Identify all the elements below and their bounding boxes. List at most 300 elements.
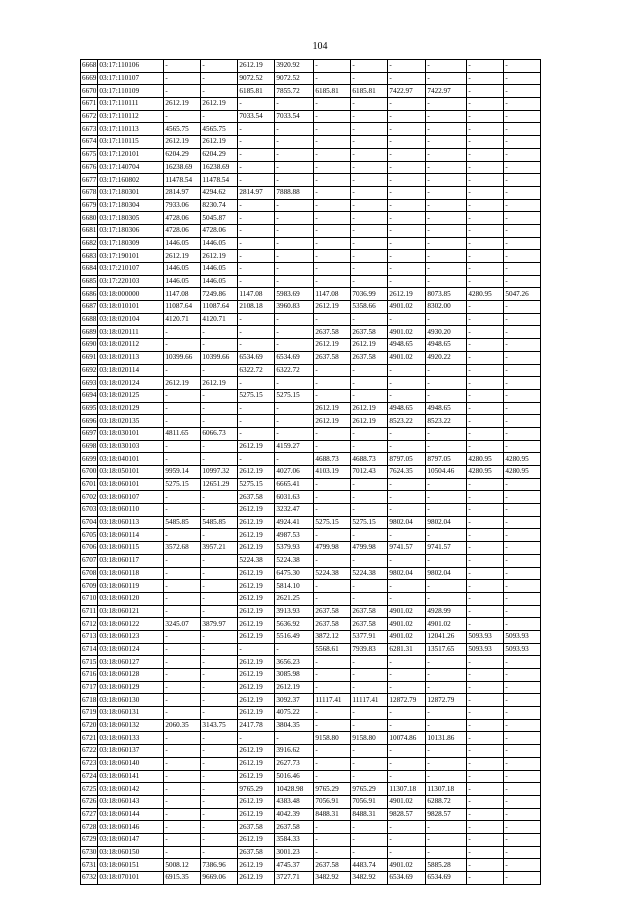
- value-cell: 9072.52: [238, 72, 275, 85]
- value-cell: -: [164, 757, 201, 770]
- value-cell: 5275.15: [238, 389, 275, 402]
- row-index-cell: 6681: [81, 224, 98, 237]
- value-cell: -: [201, 453, 238, 466]
- value-cell: -: [426, 504, 467, 517]
- value-cell: -: [164, 732, 201, 745]
- code-cell: 03:17:110106: [98, 60, 164, 73]
- value-cell: 6322.72: [238, 364, 275, 377]
- value-cell: -: [504, 808, 541, 821]
- value-cell: 12872.79: [426, 694, 467, 707]
- value-cell: -: [314, 161, 351, 174]
- value-cell: 3143.75: [201, 719, 238, 732]
- value-cell: -: [164, 580, 201, 593]
- value-cell: 11087.64: [201, 301, 238, 314]
- value-cell: -: [351, 846, 388, 859]
- value-cell: -: [426, 846, 467, 859]
- value-cell: -: [314, 554, 351, 567]
- value-cell: -: [504, 199, 541, 212]
- value-cell: -: [164, 694, 201, 707]
- value-cell: 9802.04: [388, 567, 426, 580]
- value-cell: 6185.81: [351, 85, 388, 98]
- value-cell: 3092.37: [275, 694, 314, 707]
- value-cell: 5516.49: [275, 630, 314, 643]
- value-cell: -: [504, 389, 541, 402]
- value-cell: -: [164, 453, 201, 466]
- row-index-cell: 6680: [81, 212, 98, 225]
- value-cell: -: [238, 250, 275, 263]
- value-cell: 9959.14: [164, 466, 201, 479]
- value-cell: -: [388, 656, 426, 669]
- value-cell: -: [351, 592, 388, 605]
- value-cell: 4901.02: [388, 605, 426, 618]
- value-cell: 5016.46: [275, 770, 314, 783]
- value-cell: 8523.22: [426, 415, 467, 428]
- value-cell: -: [314, 719, 351, 732]
- value-cell: -: [426, 491, 467, 504]
- row-index-cell: 6688: [81, 313, 98, 326]
- value-cell: -: [238, 237, 275, 250]
- code-cell: 03:17:110115: [98, 136, 164, 149]
- value-cell: -: [426, 110, 467, 123]
- value-cell: -: [238, 453, 275, 466]
- value-cell: 11307.18: [388, 783, 426, 796]
- row-index-cell: 6702: [81, 491, 98, 504]
- value-cell: -: [426, 745, 467, 758]
- value-cell: -: [426, 250, 467, 263]
- value-cell: -: [504, 694, 541, 707]
- value-cell: -: [426, 833, 467, 846]
- value-cell: -: [388, 313, 426, 326]
- row-index-cell: 6691: [81, 351, 98, 364]
- value-cell: -: [388, 745, 426, 758]
- row-index-cell: 6687: [81, 301, 98, 314]
- value-cell: -: [467, 757, 504, 770]
- table-row: [81, 605, 541, 618]
- value-cell: -: [504, 110, 541, 123]
- row-index-cell: 6683: [81, 250, 98, 263]
- value-cell: 1446.05: [164, 237, 201, 250]
- value-cell: 4948.65: [426, 402, 467, 415]
- value-cell: 4920.22: [426, 351, 467, 364]
- row-index-cell: 6678: [81, 186, 98, 199]
- value-cell: -: [467, 656, 504, 669]
- value-cell: -: [314, 148, 351, 161]
- value-cell: -: [351, 148, 388, 161]
- value-cell: -: [504, 427, 541, 440]
- value-cell: -: [201, 846, 238, 859]
- value-cell: 1446.05: [164, 275, 201, 288]
- value-cell: 4280.95: [467, 466, 504, 479]
- value-cell: -: [238, 427, 275, 440]
- value-cell: 4120.71: [164, 313, 201, 326]
- value-cell: 4280.95: [504, 466, 541, 479]
- value-cell: -: [504, 516, 541, 529]
- value-cell: -: [314, 364, 351, 377]
- row-index-cell: 6673: [81, 123, 98, 136]
- value-cell: -: [467, 237, 504, 250]
- table-row: [81, 161, 541, 174]
- value-cell: 11307.18: [426, 783, 467, 796]
- value-cell: 5814.10: [275, 580, 314, 593]
- code-cell: 03:18:060147: [98, 833, 164, 846]
- value-cell: -: [164, 808, 201, 821]
- value-cell: -: [314, 821, 351, 834]
- value-cell: -: [467, 821, 504, 834]
- value-cell: -: [351, 719, 388, 732]
- code-cell: 03:18:060119: [98, 580, 164, 593]
- value-cell: -: [426, 263, 467, 276]
- value-cell: -: [426, 186, 467, 199]
- table-row: [81, 466, 541, 479]
- value-cell: -: [388, 580, 426, 593]
- code-cell: 03:18:020125: [98, 389, 164, 402]
- value-cell: 6204.29: [164, 148, 201, 161]
- value-cell: 4075.22: [275, 707, 314, 720]
- value-cell: -: [388, 377, 426, 390]
- value-cell: -: [351, 833, 388, 846]
- value-cell: -: [388, 833, 426, 846]
- value-cell: 4027.06: [275, 466, 314, 479]
- value-cell: -: [504, 872, 541, 885]
- code-cell: 03:17:220103: [98, 275, 164, 288]
- table-row: [81, 174, 541, 187]
- value-cell: -: [238, 643, 275, 656]
- code-cell: 03:17:110111: [98, 98, 164, 111]
- value-cell: -: [164, 326, 201, 339]
- row-index-cell: 6696: [81, 415, 98, 428]
- value-cell: 2612.19: [238, 833, 275, 846]
- value-cell: -: [201, 402, 238, 415]
- value-cell: -: [351, 186, 388, 199]
- value-cell: 10428.98: [275, 783, 314, 796]
- value-cell: -: [388, 72, 426, 85]
- value-cell: 11117.41: [314, 694, 351, 707]
- value-cell: -: [314, 199, 351, 212]
- value-cell: -: [467, 72, 504, 85]
- value-cell: -: [467, 415, 504, 428]
- value-cell: 11087.64: [164, 301, 201, 314]
- value-cell: -: [504, 402, 541, 415]
- value-cell: -: [467, 186, 504, 199]
- value-cell: -: [388, 707, 426, 720]
- value-cell: -: [504, 707, 541, 720]
- value-cell: -: [164, 770, 201, 783]
- value-cell: -: [467, 98, 504, 111]
- row-index-cell: 6679: [81, 199, 98, 212]
- value-cell: -: [275, 402, 314, 415]
- page-number: 104: [312, 41, 328, 52]
- value-cell: -: [504, 681, 541, 694]
- table-row: [81, 402, 541, 415]
- table-row: [81, 237, 541, 250]
- row-index-cell: 6711: [81, 605, 98, 618]
- value-cell: 8488.31: [351, 808, 388, 821]
- code-cell: 03:18:060131: [98, 707, 164, 720]
- value-cell: 2612.19: [351, 402, 388, 415]
- value-cell: -: [388, 174, 426, 187]
- value-cell: 2612.19: [238, 694, 275, 707]
- value-cell: 7933.06: [164, 199, 201, 212]
- value-cell: 9802.04: [426, 516, 467, 529]
- value-cell: 6031.63: [275, 491, 314, 504]
- table-row: [81, 339, 541, 352]
- table-row: [81, 377, 541, 390]
- value-cell: -: [164, 643, 201, 656]
- value-cell: -: [164, 415, 201, 428]
- row-index-cell: 6720: [81, 719, 98, 732]
- value-cell: -: [388, 136, 426, 149]
- code-cell: 03:18:050101: [98, 466, 164, 479]
- value-cell: -: [238, 275, 275, 288]
- code-cell: 03:17:180309: [98, 237, 164, 250]
- value-cell: -: [351, 313, 388, 326]
- value-cell: 7422.97: [388, 85, 426, 98]
- value-cell: 2612.19: [275, 681, 314, 694]
- table-row: [81, 732, 541, 745]
- value-cell: 4901.02: [388, 618, 426, 631]
- value-cell: -: [388, 440, 426, 453]
- value-cell: 2637.58: [314, 618, 351, 631]
- table-row: [81, 592, 541, 605]
- value-cell: -: [467, 263, 504, 276]
- value-cell: -: [426, 669, 467, 682]
- row-index-cell: 6719: [81, 707, 98, 720]
- value-cell: -: [314, 656, 351, 669]
- value-cell: 2612.19: [238, 542, 275, 555]
- value-cell: -: [388, 770, 426, 783]
- value-cell: -: [201, 681, 238, 694]
- value-cell: 2612.19: [238, 795, 275, 808]
- value-cell: 2612.19: [201, 136, 238, 149]
- value-cell: -: [504, 351, 541, 364]
- row-index-cell: 6674: [81, 136, 98, 149]
- value-cell: -: [426, 161, 467, 174]
- code-cell: 03:18:060114: [98, 529, 164, 542]
- value-cell: -: [467, 872, 504, 885]
- value-cell: -: [504, 301, 541, 314]
- row-index-cell: 6716: [81, 669, 98, 682]
- value-cell: -: [467, 60, 504, 73]
- value-cell: 2612.19: [238, 567, 275, 580]
- table-row: [81, 72, 541, 85]
- value-cell: -: [426, 377, 467, 390]
- value-cell: -: [351, 389, 388, 402]
- value-cell: -: [467, 339, 504, 352]
- value-cell: -: [467, 681, 504, 694]
- table-row: [81, 186, 541, 199]
- row-index-cell: 6724: [81, 770, 98, 783]
- value-cell: -: [467, 313, 504, 326]
- row-index-cell: 6725: [81, 783, 98, 796]
- value-cell: 4811.65: [164, 427, 201, 440]
- value-cell: 3572.68: [164, 542, 201, 555]
- value-cell: -: [164, 656, 201, 669]
- value-cell: -: [314, 250, 351, 263]
- value-cell: 2612.19: [238, 757, 275, 770]
- value-cell: 2612.19: [164, 250, 201, 263]
- row-index-cell: 6730: [81, 846, 98, 859]
- value-cell: -: [351, 263, 388, 276]
- value-cell: -: [164, 554, 201, 567]
- value-cell: -: [467, 377, 504, 390]
- row-index-cell: 6731: [81, 859, 98, 872]
- value-cell: 5093.93: [467, 643, 504, 656]
- row-index-cell: 6713: [81, 630, 98, 643]
- value-cell: -: [351, 250, 388, 263]
- value-cell: 11478.54: [201, 174, 238, 187]
- value-cell: 6534.69: [238, 351, 275, 364]
- value-cell: 7939.83: [351, 643, 388, 656]
- table-row: [81, 580, 541, 593]
- value-cell: -: [275, 174, 314, 187]
- value-cell: -: [238, 377, 275, 390]
- value-cell: 3957.21: [201, 542, 238, 555]
- value-cell: 5485.85: [164, 516, 201, 529]
- value-cell: 4042.39: [275, 808, 314, 821]
- value-cell: -: [351, 60, 388, 73]
- value-cell: -: [467, 174, 504, 187]
- value-cell: -: [467, 123, 504, 136]
- code-cell: 03:17:180306: [98, 224, 164, 237]
- value-cell: -: [504, 161, 541, 174]
- value-cell: -: [275, 339, 314, 352]
- value-cell: 8302.00: [426, 301, 467, 314]
- value-cell: 3916.62: [275, 745, 314, 758]
- value-cell: -: [314, 529, 351, 542]
- code-cell: 03:18:060143: [98, 795, 164, 808]
- value-cell: 7033.54: [238, 110, 275, 123]
- value-cell: -: [467, 85, 504, 98]
- value-cell: 5983.69: [275, 288, 314, 301]
- value-cell: 2612.19: [238, 630, 275, 643]
- code-cell: 03:18:060117: [98, 554, 164, 567]
- value-cell: -: [275, 377, 314, 390]
- value-cell: 2612.19: [238, 580, 275, 593]
- value-cell: -: [238, 313, 275, 326]
- value-cell: -: [164, 707, 201, 720]
- value-cell: -: [314, 60, 351, 73]
- value-cell: -: [201, 643, 238, 656]
- value-cell: 5568.61: [314, 643, 351, 656]
- code-cell: 03:17:110113: [98, 123, 164, 136]
- value-cell: 4159.27: [275, 440, 314, 453]
- value-cell: -: [426, 136, 467, 149]
- value-cell: 9158.80: [351, 732, 388, 745]
- value-cell: -: [388, 212, 426, 225]
- value-cell: -: [504, 554, 541, 567]
- value-cell: -: [504, 212, 541, 225]
- value-cell: 9828.57: [388, 808, 426, 821]
- code-cell: 03:18:030103: [98, 440, 164, 453]
- value-cell: -: [504, 123, 541, 136]
- value-cell: -: [314, 237, 351, 250]
- value-cell: 9669.06: [201, 872, 238, 885]
- value-cell: -: [164, 364, 201, 377]
- value-cell: -: [467, 148, 504, 161]
- row-index-cell: 6718: [81, 694, 98, 707]
- value-cell: -: [164, 389, 201, 402]
- row-index-cell: 6692: [81, 364, 98, 377]
- value-cell: 3804.35: [275, 719, 314, 732]
- value-cell: -: [351, 440, 388, 453]
- data-table: [80, 59, 541, 885]
- table-row: [81, 491, 541, 504]
- value-cell: -: [201, 732, 238, 745]
- value-cell: -: [504, 795, 541, 808]
- code-cell: 03:18:060137: [98, 745, 164, 758]
- value-cell: -: [351, 212, 388, 225]
- value-cell: 2637.58: [238, 821, 275, 834]
- value-cell: 3245.07: [164, 618, 201, 631]
- table-row: [81, 453, 541, 466]
- value-cell: -: [388, 504, 426, 517]
- value-cell: 5224.38: [314, 567, 351, 580]
- value-cell: 4728.06: [164, 212, 201, 225]
- value-cell: -: [426, 199, 467, 212]
- value-cell: -: [238, 174, 275, 187]
- row-index-cell: 6682: [81, 237, 98, 250]
- value-cell: 5275.15: [164, 478, 201, 491]
- value-cell: 7422.97: [426, 85, 467, 98]
- value-cell: 8797.05: [426, 453, 467, 466]
- value-cell: 2612.19: [238, 656, 275, 669]
- value-cell: -: [504, 745, 541, 758]
- code-cell: 03:17:180304: [98, 199, 164, 212]
- value-cell: -: [388, 263, 426, 276]
- table-row: [81, 669, 541, 682]
- value-cell: 16238.69: [164, 161, 201, 174]
- row-index-cell: 6706: [81, 542, 98, 555]
- value-cell: 4901.02: [388, 301, 426, 314]
- value-cell: -: [426, 275, 467, 288]
- value-cell: -: [504, 859, 541, 872]
- value-cell: -: [388, 250, 426, 263]
- value-cell: -: [164, 491, 201, 504]
- value-cell: 5358.66: [351, 301, 388, 314]
- value-cell: -: [351, 174, 388, 187]
- table-row: [81, 313, 541, 326]
- value-cell: 2637.58: [314, 605, 351, 618]
- value-cell: 4483.74: [351, 859, 388, 872]
- value-cell: 3879.97: [201, 618, 238, 631]
- table-row: [81, 60, 541, 73]
- value-cell: -: [275, 148, 314, 161]
- table-row: [81, 389, 541, 402]
- table-row: [81, 821, 541, 834]
- value-cell: 2612.19: [238, 440, 275, 453]
- value-cell: -: [275, 643, 314, 656]
- value-cell: 4280.95: [504, 453, 541, 466]
- code-cell: 03:18:060107: [98, 491, 164, 504]
- value-cell: -: [164, 681, 201, 694]
- table-body: [81, 60, 541, 885]
- value-cell: -: [201, 580, 238, 593]
- table-row: [81, 567, 541, 580]
- value-cell: 9741.57: [426, 542, 467, 555]
- value-cell: -: [201, 504, 238, 517]
- value-cell: 9765.29: [238, 783, 275, 796]
- value-cell: -: [238, 123, 275, 136]
- value-cell: 4103.19: [314, 466, 351, 479]
- value-cell: 4799.98: [314, 542, 351, 555]
- value-cell: 5045.87: [201, 212, 238, 225]
- value-cell: -: [351, 580, 388, 593]
- value-cell: -: [504, 85, 541, 98]
- row-index-cell: 6714: [81, 643, 98, 656]
- value-cell: 10504.46: [426, 466, 467, 479]
- value-cell: -: [504, 136, 541, 149]
- value-cell: -: [314, 440, 351, 453]
